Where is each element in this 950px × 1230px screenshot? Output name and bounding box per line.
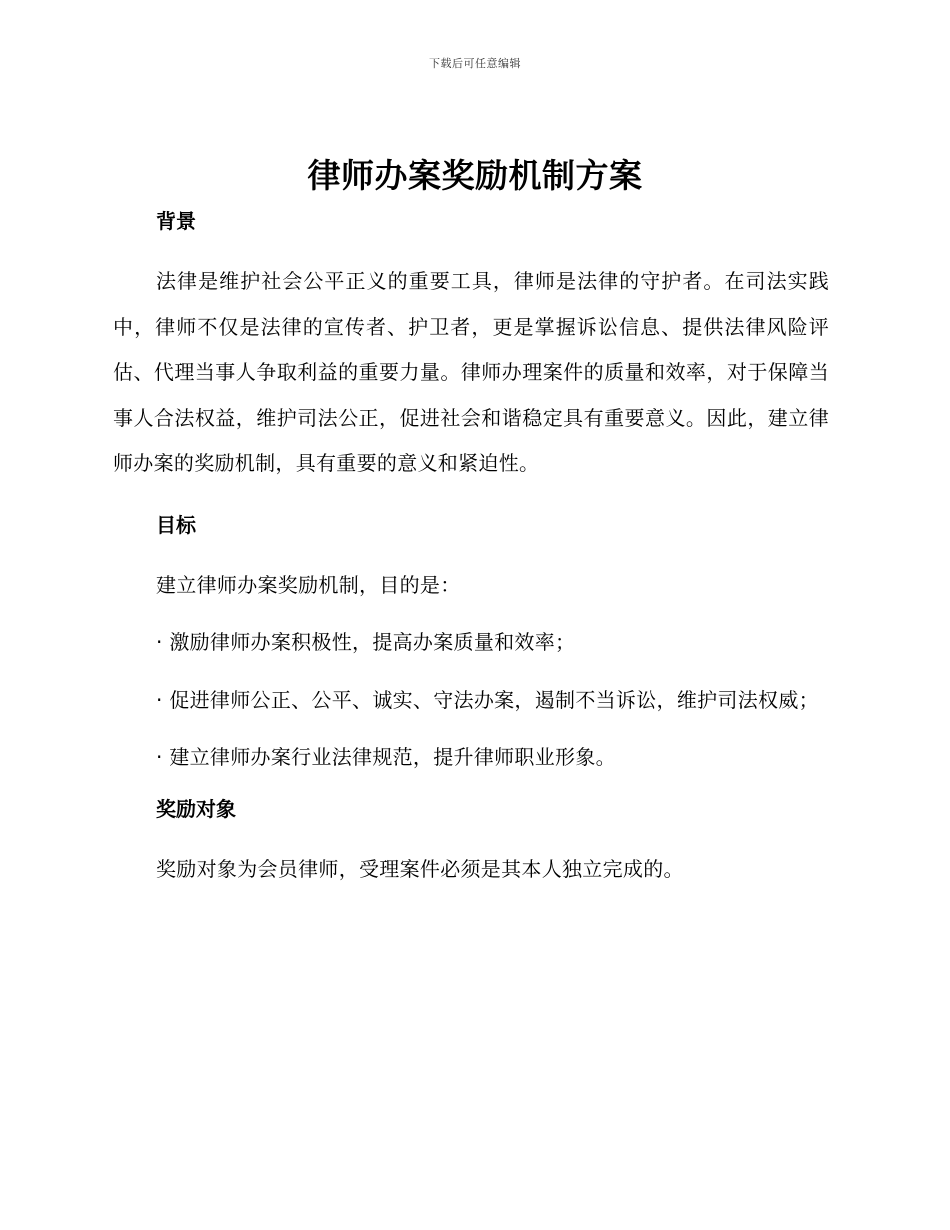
goals-list-item: · 促进律师公正、公平、诚实、守法办案，遏制不当诉讼，维护司法权威； [156, 687, 819, 712]
section-heading-reward-target: 奖励对象 [156, 796, 236, 821]
reward-target-paragraph: 奖励对象为会员律师，受理案件必须是其本人独立完成的。 [156, 856, 684, 881]
goals-intro-paragraph: 建立律师办案奖励机制，目的是： [156, 572, 461, 597]
goals-list [113, 620, 829, 781]
document-body [113, 205, 829, 892]
background-paragraph: 法律是维护社会公平正义的重要工具，律师是法律的守护者。在司法实践中，律师不仅是法律的宣传者、护卫者，更是掌握诉讼信息、提供法律风险评估、代理当事人争取利益的重要力量。律师办理案件的质量和效率，对于保障当事人合法权益，维护司法公正，促进社会和谐稳定具有重要意义。因此，建立律师办案的奖励机制，具有重要的意义和紧迫性。 [113, 269, 829, 475]
page-header-note: 下载后可任意编辑 [429, 57, 521, 70]
section-heading-background: 背景 [156, 209, 196, 233]
goals-list-item: · 建立律师办案行业法律规范，提升律师职业形象。 [156, 745, 616, 769]
document-title: 律师办案奖励机制方案 [307, 156, 643, 195]
goals-list-item: · 激励律师办案积极性，提高办案质量和效率； [156, 630, 576, 654]
section-heading-goals: 目标 [156, 512, 196, 537]
